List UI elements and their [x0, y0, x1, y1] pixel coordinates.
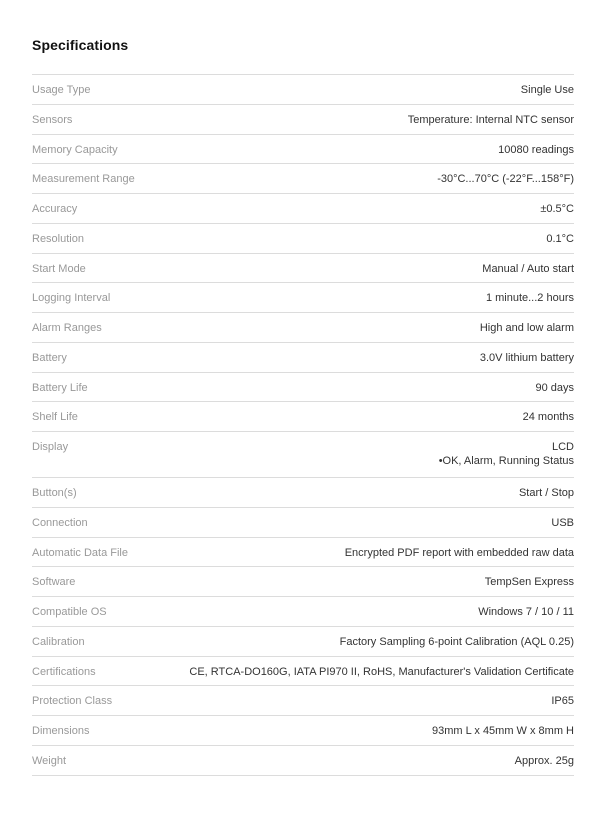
spec-row-resolution	[32, 224, 574, 254]
spec-value: Encrypted PDF report with embedded raw data	[344, 546, 574, 559]
spec-label: Measurement Range	[32, 173, 135, 186]
spec-value: 24 months	[522, 411, 574, 424]
spec-row-battery	[32, 343, 574, 373]
spec-value: Approx. 25g	[514, 754, 574, 767]
spec-row-accuracy	[32, 194, 574, 224]
spec-label: Certifications	[32, 665, 96, 678]
spec-value: 93mm L x 45mm W x 8mm H	[432, 725, 574, 737]
spec-row-measurement-range	[32, 164, 574, 194]
spec-row-sensors	[32, 105, 574, 135]
spec-row-logging-interval	[32, 283, 574, 313]
spec-label: Software	[32, 576, 76, 589]
spec-value: Factory Sampling 6-point Calibration (AQL 0.25)	[339, 635, 574, 648]
spec-row-certifications	[32, 657, 574, 687]
spec-value: Temperature: Internal NTC sensor	[407, 113, 574, 126]
spec-row-connection	[32, 508, 574, 538]
spec-row-alarm-ranges	[32, 313, 574, 343]
spec-label: Button(s)	[32, 487, 77, 499]
spec-value-line1: LCD	[551, 441, 574, 453]
spec-row-automatic-data-file	[32, 538, 574, 568]
spec-value: ±0.5°C	[540, 203, 574, 215]
spec-row-compatible-os	[32, 597, 574, 627]
spec-label: Protection Class	[32, 695, 113, 708]
spec-row-buttons	[32, 478, 574, 508]
spec-label: Automatic Data File	[32, 546, 128, 559]
spec-row-battery-life	[32, 373, 574, 403]
spec-value-line2: •OK, Alarm, Running Status	[438, 455, 574, 467]
spec-table	[32, 74, 574, 776]
spec-label: Usage Type	[32, 84, 91, 96]
spec-label: Memory Capacity	[32, 143, 118, 156]
spec-label: Battery Life	[32, 381, 88, 394]
spec-value: 0.1°C	[546, 232, 574, 245]
spec-label: Connection	[32, 516, 88, 529]
spec-value: 3.0V lithium battery	[479, 351, 574, 364]
spec-value: CE, RTCA-DO160G, IATA PI970 II, RoHS, Manufacturer's Validation Certificate	[189, 665, 574, 678]
spec-row-protection-class	[32, 686, 574, 716]
spec-value: Start / Stop	[518, 487, 574, 499]
spec-label: Battery	[32, 351, 67, 364]
spec-label: Start Mode	[32, 262, 86, 275]
spec-value: Manual / Auto start	[482, 262, 574, 275]
spec-label: Dimensions	[32, 725, 90, 737]
spec-value: Windows 7 / 10 / 11	[478, 606, 574, 618]
spec-row-display	[32, 432, 574, 478]
spec-label: Sensors	[32, 113, 73, 126]
section-title: Specifications	[32, 37, 129, 53]
spec-value: -30°C...70°C (-22°F...158°F)	[437, 173, 574, 186]
spec-row-dimensions	[32, 716, 574, 746]
spec-label: Calibration	[32, 635, 85, 648]
spec-row-software	[32, 567, 574, 597]
spec-row-start-mode	[32, 254, 574, 284]
spec-value: High and low alarm	[479, 322, 574, 334]
spec-row-calibration	[32, 627, 574, 657]
spec-row-weight	[32, 746, 574, 776]
spec-label: Accuracy	[32, 203, 78, 215]
spec-label: Weight	[32, 754, 67, 767]
spec-value	[439, 440, 574, 468]
spec-value: TempSen Express	[484, 576, 574, 589]
spec-value: IP65	[551, 695, 574, 708]
spec-label: Shelf Life	[32, 411, 78, 424]
spec-label: Logging Interval	[32, 292, 111, 305]
spec-label: Resolution	[32, 232, 84, 245]
spec-row-usage-type	[32, 75, 574, 105]
spec-row-shelf-life	[32, 402, 574, 432]
spec-value: USB	[551, 516, 574, 529]
spec-value: 10080 readings	[498, 143, 574, 156]
spec-value: 1 minute...2 hours	[485, 292, 574, 305]
spec-label: Compatible OS	[32, 606, 107, 618]
spec-row-memory-capacity	[32, 135, 574, 165]
spec-label: Alarm Ranges	[32, 322, 102, 334]
spec-label: Display	[32, 441, 69, 453]
spec-value: Single Use	[520, 84, 574, 96]
spec-value: 90 days	[535, 381, 574, 394]
